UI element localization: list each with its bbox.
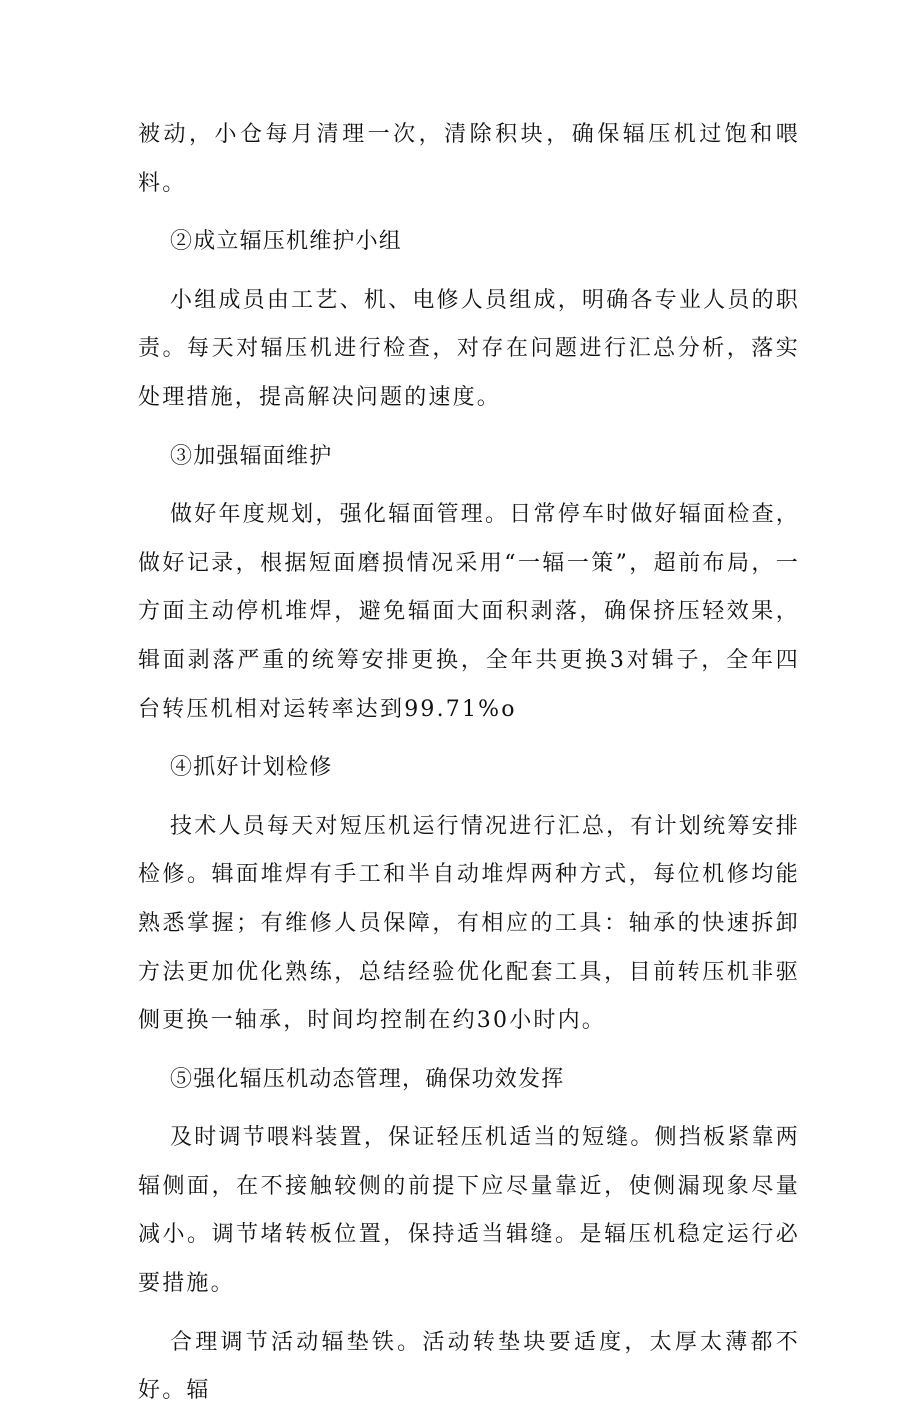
paragraph-maintenance-team: 小组成员由工艺、机、电修人员组成，明确各专业人员的职责。每天对辐压机进行检查，对存在问题进行汇总分析，落实处理措施，提高解决问题的速度。: [138, 287, 800, 410]
section-heading-3: ③加强辐面维护: [170, 443, 333, 469]
paragraph-continued: 被动，小仓每月清理一次，清除积块，确保辐压机过饱和喂料。: [138, 122, 800, 196]
paragraph-dynamic-management: 及时调节喂料装置，保证轻压机适当的短缝。侧挡板紧靠两辐侧面，在不接触较侧的前提下应尽量靠近，使侧漏现象尽量减小。调节堵转板位置，保持适当辑缝。是辐压机稳定运行必要措施。: [138, 1125, 800, 1297]
section-heading-2: ②成立辐压机维护小组: [170, 229, 403, 255]
paragraph-roll-surface: 做好年度规划，强化辐面管理。日常停车时做好辐面检查，做好记录，根据短面磨损情况采用“一辐一策”，超前布局，一方面主动停机堆焊，避免辐面大面积剥落，确保挤压轻效果，辑面剥落严重的统筹安排更换，全年共更换3对辑子，全年四台转压机相对运转率达到99.71%o: [138, 502, 800, 722]
paragraph-planned-maintenance: 技术人员每天对短压机运行情况进行汇总，有计划统筹安排检修。辑面堆焊有手工和半自动堆焊两种方式，每位机修均能熟悉掌握；有维修人员保障，有相应的工具：轴承的快速拆卸方法更加优化熟练，总结经验优化配套工具，目前转压机非驱侧更换一轴承，时间均控制在约30小时内。: [138, 813, 800, 1034]
paragraph-adjust-shims: 合理调节活动辐垫铁。活动转垫块要适度，太厚太薄都不好。辐: [138, 1329, 800, 1404]
section-heading-5: ⑤强化辐压机动态管理，确保功效发挥: [170, 1066, 565, 1092]
section-heading-4: ④抓好计划检修: [170, 755, 333, 781]
